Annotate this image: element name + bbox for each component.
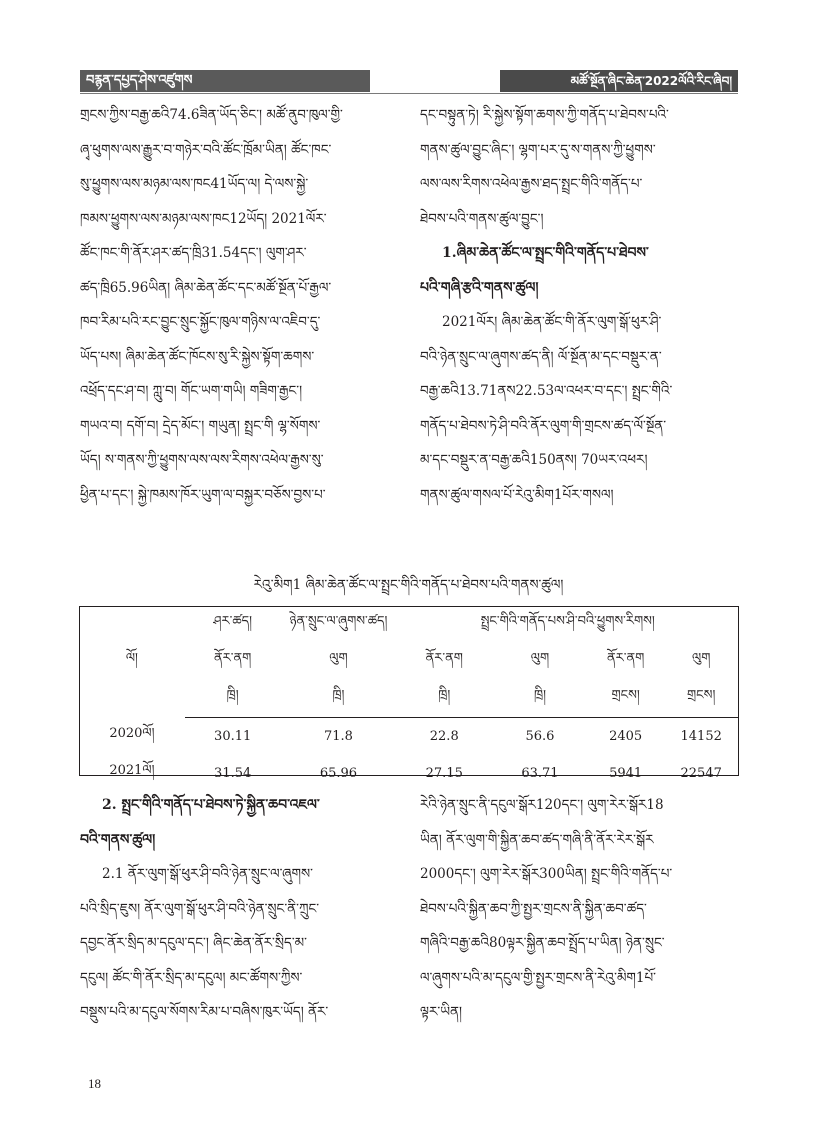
text-line: ཐེབས་པའི་སྐྱིན་ཆབ་ཀྱི་སྤྱར་གྲངས་ནི་སྐྱིན་ཆབ་ཚད་: [420, 900, 647, 917]
unit-count: གྲངས།: [663, 680, 739, 718]
cell-year: 2020ལོ།: [109, 725, 155, 741]
cell-killed-cattle: 2405: [609, 728, 643, 744]
sub-sheep: ལུག: [530, 651, 550, 666]
right-column-bottom: [420, 788, 738, 1030]
text-line: རེའི་ཉེན་སྲུང་ནི་དངུལ་སྒོར120དང་། ལུག་རེར་སྒོར18: [420, 797, 664, 813]
unit-khri: ཁྲི།: [185, 680, 281, 718]
cell-killed-sheep: 14152: [680, 728, 722, 744]
text-line: ཚད་ཁྲི65.96ཡིན། ཞིམ་ཆེན་ཚོང་དང་མཚོ་སྔོན་པོ་རྒྱལ་: [80, 279, 332, 296]
left-column-top: [80, 98, 398, 512]
section-2-heading: 2. སྤྲང་གིའི་གནོད་པ་ཐེབས་ཏེ་སྐྱིན་ཆབ་འཇལ་: [102, 797, 320, 813]
unit-khri: ཁྲི།: [396, 680, 492, 718]
sub-cattle: ནོར་ནག: [213, 651, 252, 666]
data-table: [79, 606, 739, 792]
text-line: འཕྲོད་དང་ཤ་བ། ཀླུ་བ། གོང་ཡག་གཡི། གཟིག་རྒྱང་།: [80, 383, 303, 399]
cell-insured: 65.96: [319, 765, 358, 781]
text-line: 2021ལོར། ཞིམ་ཆེན་ཚོང་གི་ནོར་ལུག་སྒོ་ཕུར་ཤི་: [442, 314, 662, 330]
text-line: སུ་ཕྱུགས་ལས་མཉམ་ལས་ཁང41ཡོད་ལ། དེ་ལས་སྐྱེ་: [80, 176, 309, 192]
left-column-bottom: [80, 788, 398, 1030]
header-killed: སྤྲང་གིའི་གནོད་པས་ཤི་བའི་ཕྱུགས་རིགས།: [480, 614, 655, 629]
running-header-right: མཚོ་སྔོན་ཞིང་ཆེན་2022ལོའི་རིང་ཞིབ།: [500, 70, 738, 92]
unit-count: གྲངས།: [588, 680, 664, 718]
section-2-heading-cont: བའི་གནས་ཚུལ།: [80, 831, 156, 848]
text-line: མ་དང་བསྡུར་ན་བརྒྱ་ཆའི150ནས། 70ཡར་འཕར།: [420, 452, 648, 468]
sub-cattle: ནོར་ནག: [606, 651, 645, 666]
text-line: དངུལ། ཚོང་གི་ནོར་སྲིད་མ་དངུལ། མང་ཚོགས་ཀྱིས་: [80, 969, 303, 986]
text-line: གནས་ཚུལ་གསལ་པོ་རེའུ་མིག1པོར་གསལ།: [420, 486, 614, 503]
cell-killed-cattle-pct: 22.8: [429, 728, 459, 744]
text-line: ལས་ལས་རིགས་འཕེལ་རྒྱས་ཐད་སྤྲང་གིའི་གནོད་པ་: [420, 176, 643, 192]
text-line: བསྡུས་པའི་མ་དངུལ་སོགས་རིམ་པ་བཞིས་ཁུར་ཡོད། ནོར་: [80, 1004, 329, 1020]
text-line: ཡོད། ས་གནས་ཀྱི་ཕྱུགས་ལས་ལས་རིགས་འཕེལ་རྒྱས་སུ་: [80, 452, 324, 468]
text-line: ལྟར་ཡིན།: [420, 1004, 463, 1020]
text-line: དང་བསྟུན་ཏེ། རི་སྐྱེས་སྟོག་ཆགས་ཀྱི་གནོད་པ་ཐེབས་པའི་: [420, 107, 669, 123]
text-line: ཐེབས་པའི་གནས་ཚུལ་བྱུང་།: [420, 210, 544, 227]
text-line: ཕྱིན་པ་དང་། སྐྱེ་ཁམས་ཁོར་ཡུག་ལ་བསྐྱར་བཅོས་བྱས་པ་: [80, 486, 326, 503]
cell-killed-sheep-pct: 63.71: [521, 765, 559, 781]
text-line: ཚོང་ཁང་གི་ནོར་ཤར་ཚད་ཁྲི31.54དང་། ལུག་ཤར་: [80, 245, 307, 261]
text-line: དབྱང་ནོར་སྲིད་མ་དངུལ་དང་། ཞིང་ཆེན་ནོར་སྲིད་མ་: [80, 935, 307, 951]
cell-shar: 31.54: [214, 765, 252, 781]
text-line: ཞྭ་ཕུགས་ལས་རྒྱུར་བ་གཉེར་བའི་ཚོང་ཁྲོམ་ཡིན། ཚོང་ཁང་: [80, 141, 332, 158]
section-1-heading: 1.ཞིམ་ཆེན་ཚོང་ལ་སྤྲང་གིའི་གནོད་པ་ཐེབས་: [442, 245, 649, 261]
header-rule: [80, 93, 738, 94]
text-line: གཞིའི་བརྒྱ་ཆའི80ལྟར་སྐྱིན་ཆབ་སྤྲོད་པ་ཡིན། ཉེན་སྲུང་: [420, 935, 665, 951]
text-line: གནས་ཚུལ་བྱུང་ཞིང་། ལྷག་པར་དུ་ས་གནས་ཀྱི་ཕྱུགས་: [420, 141, 656, 158]
sub-sheep: ལུག: [692, 651, 711, 666]
table-caption: རེའུ་མིག1 ཞིམ་ཆེན་ཚོང་ལ་སྤྲང་གིའི་གནོད་པ་ཐེབས་པའི་གནས་ཚུལ།: [253, 577, 564, 593]
sub-sheep: ལུག: [329, 651, 348, 666]
unit-khri: ཁྲི།: [281, 680, 397, 718]
text-line: བའི་ཉེན་སྲུང་ལ་ཞུགས་ཚད་ནི། ལོ་སྔོན་མ་དང་བསྡུར་ན་: [420, 348, 662, 365]
header-insured: ཉེན་སྲུང་ལ་ཞུགས་ཚད།: [289, 614, 388, 629]
cell-insured: 71.8: [323, 728, 353, 744]
text-line: 2000དང་། ལུག་རེར་སྒོར300ཡིན། སྤྲང་གིའི་གནོད་པ་: [420, 866, 673, 882]
right-column-top: [420, 98, 738, 512]
page-number: 18: [88, 1076, 101, 1091]
text-line: གྲངས་ཀྱིས་བརྒྱ་ཆའི74.6ཟིན་ཡོད་ཅིང་། མཚོ་ནུབ་ཁུལ་གྱི་: [80, 107, 343, 123]
text-line: ཁབ་རིམ་པའི་རང་བྱུང་སྲུང་སྐྱོང་ཁུལ་གཉིས་ལ་འཇིབ་དུ་: [80, 314, 321, 330]
section-1-heading-cont: པའི་གཞི་རྩའི་གནས་ཚུལ།: [420, 279, 539, 296]
text-line: པའི་སྲིད་ཇུས། ནོར་ལུག་སྒོ་ཕུར་ཤི་བའི་ཉེན་སྲུང་ནི་ཀྲུང་: [80, 900, 320, 917]
table-row: [79, 755, 739, 792]
cell-killed-cattle-pct: 27.15: [425, 765, 463, 781]
text-line: ལ་ཞུགས་པའི་མ་དངུལ་གྱི་སྤྱར་གྲངས་ནི་རེའུ་མིག1པོ་: [420, 969, 656, 986]
text-line: གནོད་པ་ཐེབས་ཏེ་ཤི་བའི་ནོར་ལུག་གི་གྲངས་ཚད་ལོ་སྔོན་: [420, 417, 667, 434]
text-line: ཁམས་ཕྱུགས་ལས་མཉམ་ལས་ཁང12ཡོད། 2021ལོར་: [80, 210, 327, 227]
text-line: གཡའ་བ། དགོ་བ། དྲེད་མོང་། གཡུན། སྤྲང་གི ལྷ་སོགས་: [80, 417, 321, 434]
cell-killed-sheep: 22547: [680, 765, 722, 781]
text-line: ཡིན། ནོར་ལུག་གི་སྐྱིན་ཆབ་ཚད་གཞི་ནི་ནོར་རེར་སྒོར: [420, 831, 654, 848]
running-header-left: བརྙན་དཔྱད་ཤེས་འཛུགས: [80, 70, 370, 92]
header-year: ལོ།: [125, 651, 138, 667]
cell-killed-sheep-pct: 56.6: [525, 728, 555, 744]
text-line: ཡོད་པས། ཞིམ་ཆེན་ཚོང་ཁོངས་སུ་རི་སྐྱེས་སྟོག་ཆགས་: [80, 348, 315, 365]
cell-shar: 30.11: [214, 728, 252, 744]
text-line: 2.1 ནོར་ལུག་སྒོ་ཕུར་ཤི་བའི་ཉེན་སྲུང་ལ་ཞུགས་: [102, 866, 313, 882]
header-shar: ཤར་ཚད།: [213, 614, 253, 629]
table-row: [79, 718, 739, 755]
sub-cattle: ནོར་ནག: [425, 651, 463, 666]
cell-year: 2021ལོ།: [109, 762, 155, 778]
cell-killed-cattle: 5941: [609, 765, 643, 781]
unit-khri: ཁྲི།: [492, 680, 588, 718]
text-line: བརྒྱ་ཆའི13.71ནས22.53ལ་འཕར་བ་དང་། སྤྲང་གིའི་: [420, 383, 673, 399]
